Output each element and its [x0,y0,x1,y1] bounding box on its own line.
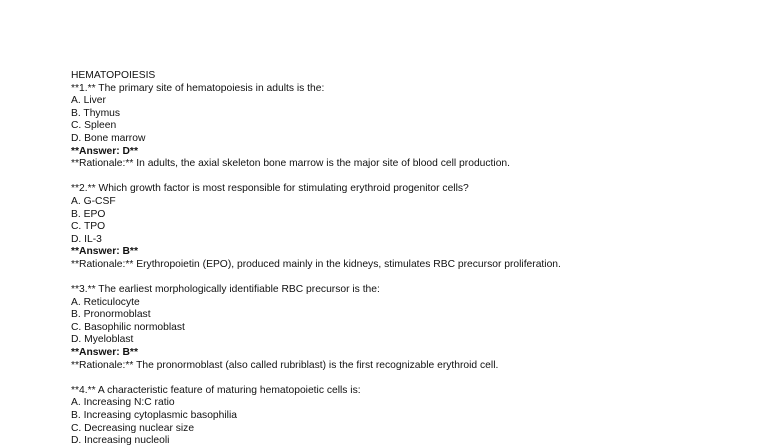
question-stem: **4.** A characteristic feature of maturing hematopoietic cells is: [71,384,361,396]
question-block [71,284,771,372]
answer-option: D. Myeloblast [71,334,134,346]
answer-key: **Answer: B** [71,347,138,359]
answer-key: **Answer: B** [71,246,138,258]
answer-option: C. Basophilic normoblast [71,321,185,333]
answer-option: C. TPO [71,221,106,233]
paragraph-gap [71,272,771,285]
answer-option: D. Bone marrow [71,132,146,144]
answer-option: B. Pronormoblast [71,309,151,321]
question-block [71,385,771,448]
answer-option: C. Decreasing nuclear size [71,422,195,434]
answer-option: A. G-CSF [71,195,116,207]
answer-option: B. Increasing cytoplasmic basophilia [71,410,237,422]
question-stem: **1.** The primary site of hematopoiesis in adults is the: [71,82,325,94]
answer-option: A. Increasing N:C ratio [71,397,175,409]
question-block [71,183,771,271]
answer-option: B. EPO [71,208,106,220]
answer-option: A. Liver [71,95,106,107]
paragraph-gap [71,372,771,385]
answer-option: A. Reticulocyte [71,296,140,308]
answer-option: C. Spleen [71,120,117,132]
question-stem: **2.** Which growth factor is most responsible for stimulating erythroid progenitor cells? [71,183,469,195]
document-page [71,70,771,448]
rationale: **Rationale:** In adults, the axial skeleton bone marrow is the major site of blood cell production. [71,158,511,170]
rationale: **Rationale:** Erythropoietin (EPO), produced mainly in the kidneys, stimulates RBC precursor proliferation. [71,258,561,270]
answer-option: B. Thymus [71,107,121,119]
answer-option: D. Increasing nucleoli [71,435,170,447]
answer-option: D. IL-3 [71,233,102,245]
question-block [71,83,771,171]
document-title: HEMATOPOIESIS [71,70,156,81]
answer-key: **Answer: D** [71,145,138,157]
rationale: **Rationale:** The pronormoblast (also called rubriblast) is the first recognizable erythroid cell. [71,359,499,371]
paragraph-gap [71,171,771,184]
question-stem: **3.** The earliest morphologically identifiable RBC precursor is the: [71,284,380,296]
